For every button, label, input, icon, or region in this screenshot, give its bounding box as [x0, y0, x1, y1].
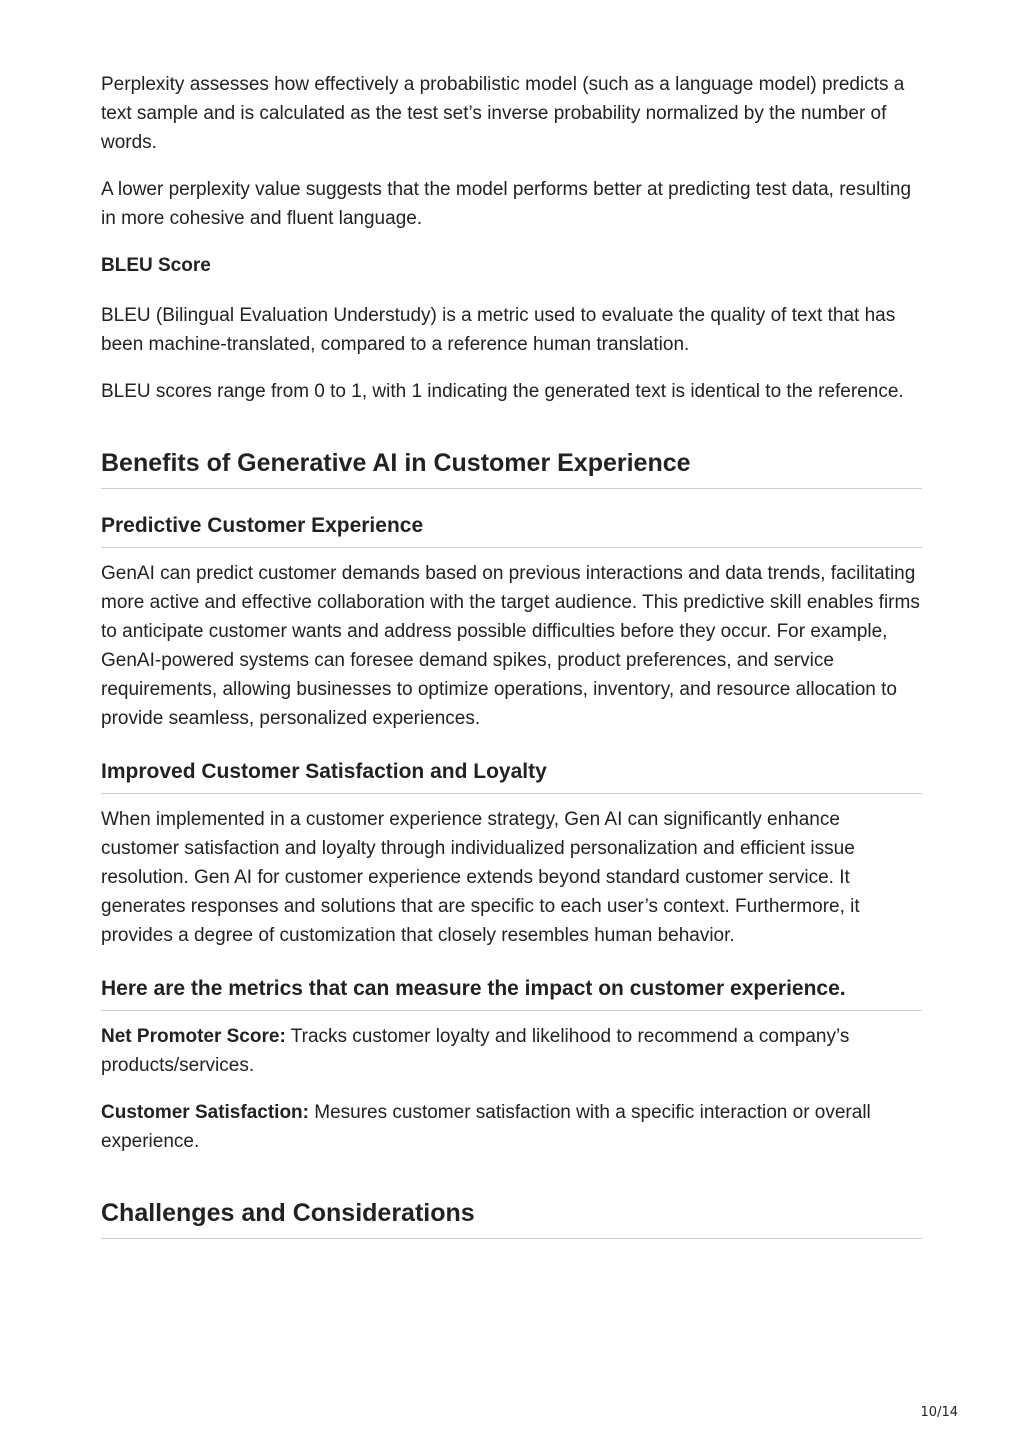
bleu-paragraph-2: BLEU scores range from 0 to 1, with 1 indicating the generated text is identical to the reference.	[101, 381, 904, 402]
bleu-paragraph-1: BLEU (Bilingual Evaluation Understudy) is a metric used to evaluate the quality of text that has been machine-translated, compared to a reference human translation.	[101, 305, 896, 355]
perplexity-paragraph-1: Perplexity assesses how effectively a probabilistic model (such as a language model) predicts a text sample and is calculated as the test set’s inverse probability normalized by the number of words.	[101, 74, 905, 153]
csat-text: Mesures customer satisfaction with a specific interaction or overall experience.	[101, 1102, 871, 1152]
document-body	[101, 70, 922, 1239]
page-number: 10/14	[920, 1405, 958, 1420]
nps-paragraph	[101, 1022, 922, 1080]
csat-label: Customer Satisfaction:	[101, 1102, 309, 1123]
bleu-score-heading: BLEU Score	[101, 255, 211, 276]
csat-paragraph	[101, 1098, 922, 1156]
satisfaction-paragraph: When implemented in a customer experience strategy, Gen AI can significantly enhance customer satisfaction and loyalty through individualized personalization and efficient issue resolution. Gen AI for customer experience extends beyond standard customer service. It generates responses and solutions that are specific to each user’s context. Furthermore, it provides a degree of customization that closely resembles human behavior.	[101, 809, 860, 946]
predictive-heading: Predictive Customer Experience	[101, 511, 922, 548]
predictive-paragraph: GenAI can predict customer demands based on previous interactions and data trends, facilitating more active and effective collaboration with the target audience. This predictive skill enables firms to anticipate customer wants and address possible difficulties before they occur. For example, GenAI-powered systems can foresee demand spikes, product preferences, and service requirements, allowing businesses to optimize operations, inventory, and resource allocation to provide seamless, personalized experiences.	[101, 563, 920, 729]
nps-label: Net Promoter Score:	[101, 1026, 286, 1047]
benefits-heading: Benefits of Generative AI in Customer Experience	[101, 446, 922, 489]
nps-text: Tracks customer loyalty and likelihood to recommend a company’s products/services.	[101, 1026, 850, 1076]
satisfaction-heading: Improved Customer Satisfaction and Loyalty	[101, 757, 922, 794]
perplexity-paragraph-2: A lower perplexity value suggests that the model performs better at predicting test data, resulting in more cohesive and fluent language.	[101, 179, 912, 229]
metrics-heading: Here are the metrics that can measure the impact on customer experience.	[101, 974, 922, 1011]
challenges-heading: Challenges and Considerations	[101, 1196, 922, 1239]
